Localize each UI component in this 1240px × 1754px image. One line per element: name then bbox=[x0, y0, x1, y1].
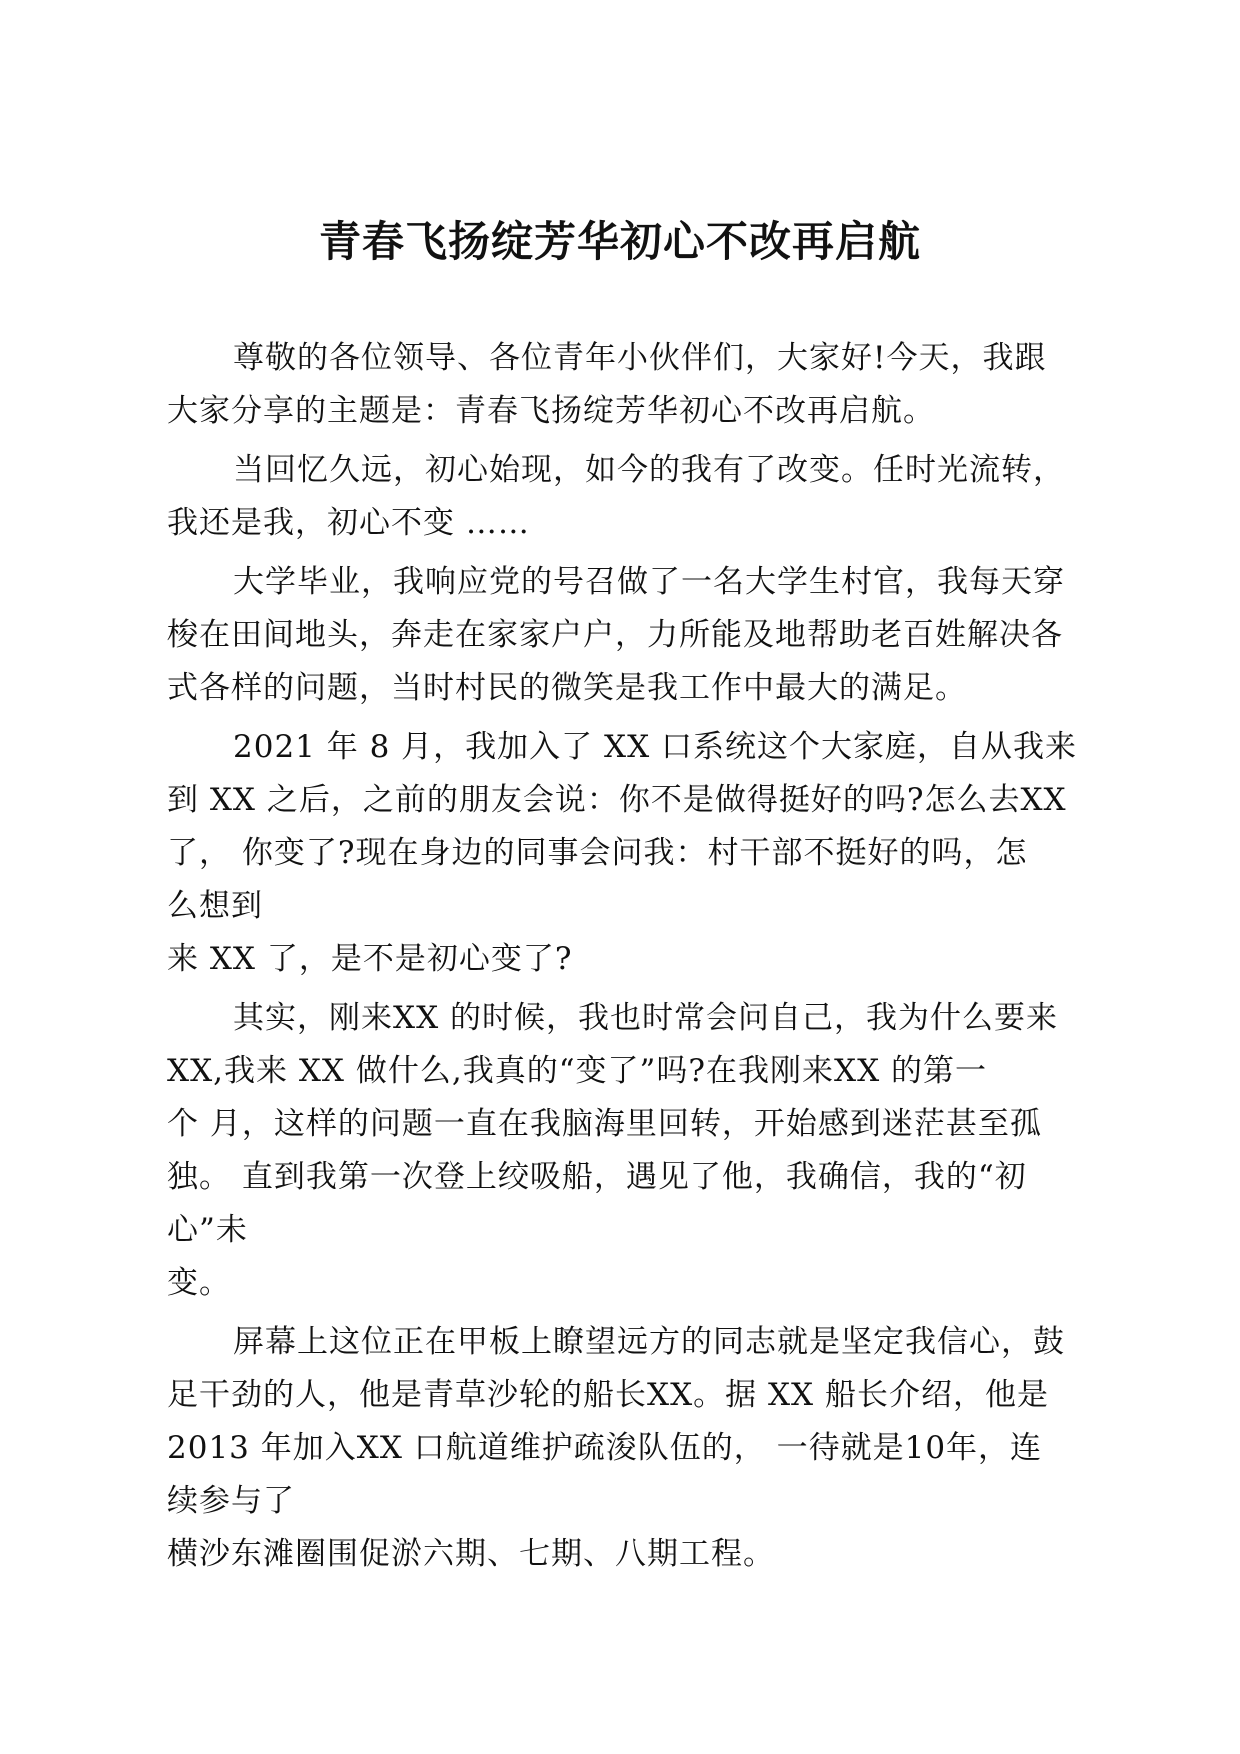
paragraph-line: 到 XX 之后，之前的朋友会说：你不是做得挺好的吗?怎么去XX bbox=[167, 782, 1067, 818]
document-title: 青春飞扬绽芳华初心不改再启航 bbox=[318, 217, 921, 266]
paragraph bbox=[167, 556, 1077, 715]
paragraph-line: 大学毕业，我响应党的号召做了一名大学生村官，我每天穿 bbox=[233, 564, 1065, 600]
paragraph-line: 来 XX 了，是不是初心变了? bbox=[167, 941, 573, 977]
paragraph-line: 个 月，这样的问题一直在我脑海里回转，开始感到迷茫甚至孤 bbox=[167, 1106, 1042, 1142]
paragraph-line: 么想到 bbox=[167, 888, 263, 924]
paragraph-line: 尊敬的各位领导、各位青年小伙伴们，大家好!今天，我跟 bbox=[233, 340, 1047, 376]
paragraph-line: 2021 年 8 月，我加入了 XX 口系统这个大家庭，自从我来 bbox=[233, 729, 1077, 765]
paragraph-line: 变。 bbox=[167, 1265, 231, 1301]
paragraph-line: 梭在田间地头，奔走在家家户户，力所能及地帮助老百姓解决各 bbox=[167, 617, 1063, 653]
paragraph-line: 横沙东滩圈围促淤六期、七期、八期工程。 bbox=[167, 1536, 775, 1572]
paragraph-line: 独。 直到我第一次登上绞吸船，遇见了他，我确信，我的“初 bbox=[167, 1159, 1027, 1195]
paragraph-line: 我还是我，初心不变 …… bbox=[167, 505, 530, 541]
paragraph-line: 大家分享的主题是：青春飞扬绽芳华初心不改再启航。 bbox=[167, 393, 935, 429]
paragraph-line: 式各样的问题，当时村民的微笑是我工作中最大的满足。 bbox=[167, 670, 967, 706]
paragraph-line: 心”未 bbox=[167, 1212, 248, 1248]
paragraph bbox=[167, 992, 1077, 1310]
paragraph-line: 屏幕上这位正在甲板上瞭望远方的同志就是坚定我信心，鼓 bbox=[233, 1324, 1065, 1360]
paragraph bbox=[167, 721, 1077, 986]
paragraph-line: 续参与了 bbox=[167, 1483, 295, 1519]
paragraph-line: 2013 年加入XX 口航道维护疏浚队伍的， 一待就是10年，连 bbox=[167, 1430, 1043, 1466]
paragraph bbox=[167, 332, 1077, 438]
paragraph-line: 了， 你变了?现在身边的同事会问我：村干部不挺好的吗，怎 bbox=[167, 835, 1028, 871]
paragraph-line: 足干劲的人，他是青草沙轮的船长XX。据 XX 船长介绍，他是 bbox=[167, 1377, 1049, 1413]
paragraph bbox=[167, 444, 1077, 550]
paragraph-line: 当回忆久远，初心始现，如今的我有了改变。任时光流转， bbox=[233, 452, 1065, 488]
paragraph-line: 其实，刚来XX 的时候，我也时常会问自己，我为什么要来 bbox=[233, 1000, 1058, 1036]
paragraph bbox=[167, 1316, 1077, 1581]
paragraph-line: XX,我来 XX 做什么,我真的“变了”吗?在我刚来XX 的第一 bbox=[167, 1053, 988, 1089]
document-body bbox=[167, 332, 1077, 1587]
